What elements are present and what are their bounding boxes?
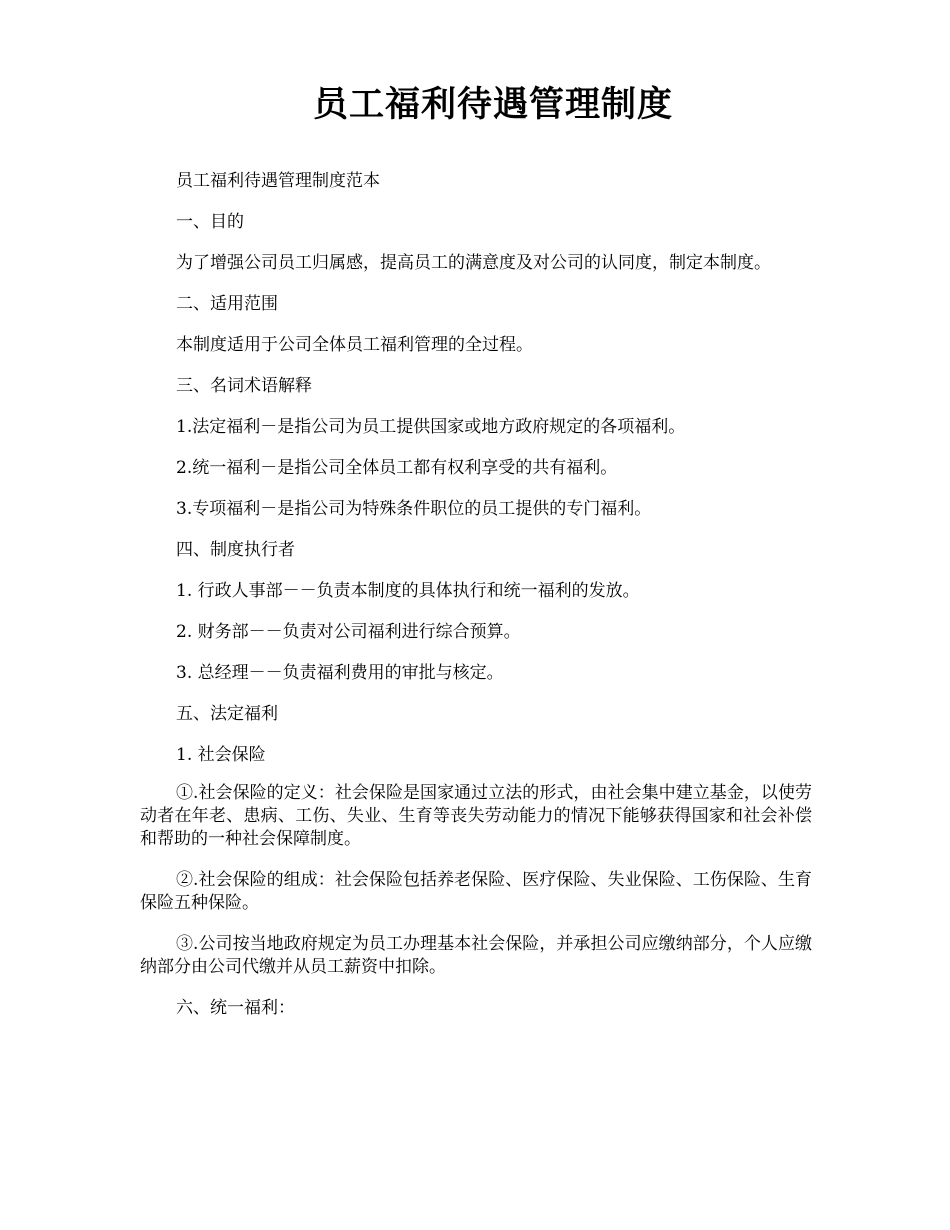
paragraph-scope: 本制度适用于公司全体员工福利管理的全过程。 bbox=[176, 335, 533, 355]
paragraph-purpose: 为了增强公司员工归属感，提高员工的满意度及对公司的认同度，制定本制度。 bbox=[176, 253, 771, 273]
section-heading-unified: 六、统一福利： bbox=[176, 998, 295, 1018]
list-item-term-3: 3.专项福利－是指公司为特殊条件职位的员工提供的专门福利。 bbox=[176, 499, 652, 519]
paragraph-subtitle: 员工福利待遇管理制度范本 bbox=[176, 171, 380, 191]
document-title: 员工福利待遇管理制度 bbox=[312, 84, 673, 125]
paragraph-insurance-definition: ①.社会保险的定义：社会保险是国家通过立法的形式，由社会集中建立基金，以使劳动者在年老、患病、工伤、失业、生育等丧失劳动能力的情况下能够获得国家和社会补偿和帮助的一种社会保障制度。 bbox=[140, 783, 812, 849]
list-item-executor-2: 2. 财务部－－负责对公司福利进行综合预算。 bbox=[176, 622, 521, 642]
list-item-term-2: 2.统一福利－是指公司全体员工都有权利享受的共有福利。 bbox=[176, 458, 618, 478]
list-item-social-insurance: 1. 社会保险 bbox=[176, 745, 266, 765]
paragraph-insurance-composition: ②.社会保险的组成：社会保险包括养老保险、医疗保险、失业保险、工伤保险、生育保险五种保险。 bbox=[140, 870, 812, 913]
list-item-executor-1: 1. 行政人事部－－负责本制度的具体执行和统一福利的发放。 bbox=[176, 581, 640, 601]
paragraph-insurance-company: ③.公司按当地政府规定为员工办理基本社会保险，并承担公司应缴纳部分，个人应缴纳部分由公司代缴并从员工薪资中扣除。 bbox=[140, 934, 812, 977]
list-item-executor-3: 3. 总经理－－负责福利费用的审批与核定。 bbox=[176, 663, 504, 683]
section-heading-terms: 三、名词术语解释 bbox=[176, 376, 312, 396]
section-heading-statutory: 五、法定福利 bbox=[176, 704, 278, 724]
document-body bbox=[140, 170, 812, 1038]
section-heading-scope: 二、适用范围 bbox=[176, 294, 278, 314]
section-heading-executors: 四、制度执行者 bbox=[176, 540, 295, 560]
section-heading-purpose: 一、目的 bbox=[176, 212, 244, 232]
list-item-term-1: 1.法定福利－是指公司为员工提供国家或地方政府规定的各项福利。 bbox=[176, 417, 686, 437]
